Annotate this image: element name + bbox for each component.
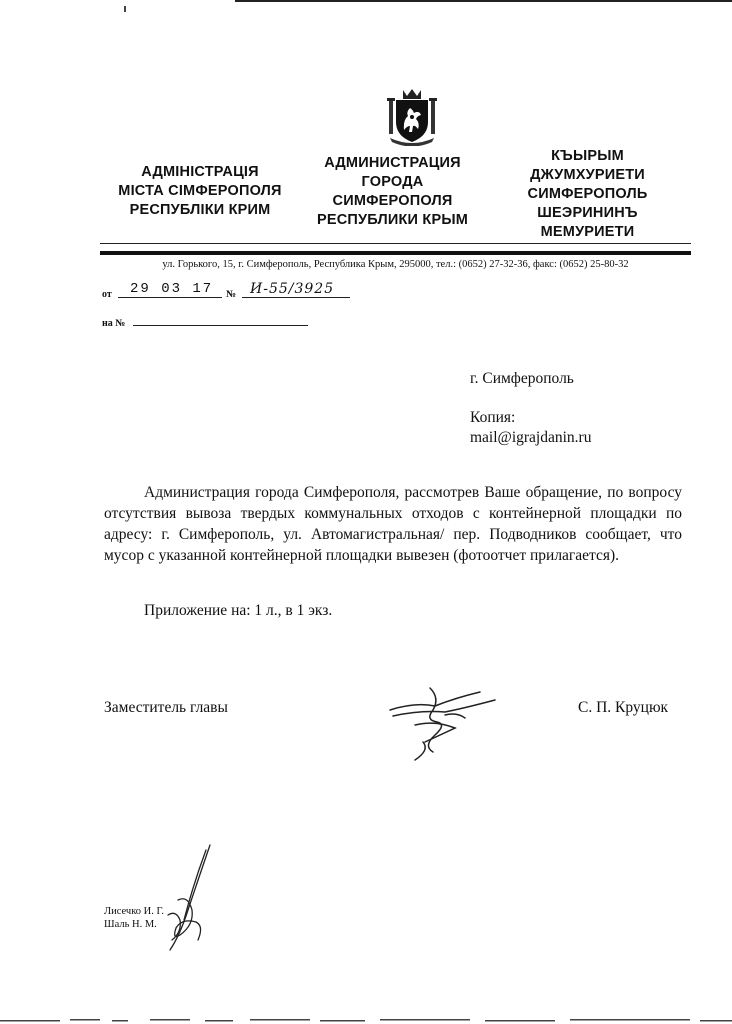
outgoing-date: 29 03 17 — [118, 281, 222, 298]
copy-email: mail@igrajdanin.ru — [470, 429, 592, 446]
header-divider-thick — [100, 251, 691, 255]
copy-label: Копия: — [470, 409, 516, 426]
header-uk-line: РЕСПУБЛІКИ КРИМ — [129, 202, 271, 218]
reply-number-line — [133, 325, 308, 326]
outgoing-number: И-55/3925 — [242, 281, 350, 298]
header-crh-line: СИМФЕРОПОЛЬ — [527, 186, 648, 202]
header-crh-line: ШЕЭРИНИНЪ — [537, 205, 638, 221]
header-ru-line: РЕСПУБЛИКИ КРЫМ — [316, 212, 468, 228]
header-ru-line: АДМИНИСТРАЦИЯ — [324, 155, 461, 171]
header-ukrainian — [100, 163, 300, 220]
scan-mark — [124, 6, 126, 12]
header-ru-line: ГОРОДА — [361, 174, 424, 190]
signer-name: С. П. Круцюк — [578, 699, 669, 716]
header-russian — [300, 154, 485, 230]
letter-body — [104, 482, 682, 566]
scan-edge-bottom — [0, 1014, 732, 1024]
crimea-coat-of-arms-icon — [386, 88, 438, 146]
number-label: № — [226, 289, 237, 300]
date-label: от — [102, 289, 112, 300]
address-line: ул. Горького, 15, г. Симферополь, Республика Крым, 295000, тел.: (0652) 27-32-36, факс: (0652) 25-80-32 — [162, 259, 629, 270]
header-crh-line: МЕМУРИЕТИ — [540, 224, 635, 240]
handwritten-initials — [158, 840, 218, 960]
header-crh-line: ДЖУМХУРИЕТИ — [530, 167, 645, 183]
recipient-city: г. Симферополь — [470, 370, 574, 387]
handwritten-signature — [385, 680, 500, 765]
header-divider-thin — [100, 243, 691, 244]
body-paragraph: Администрация города Симферополя, рассмотрев Ваше обращение, по вопросу отсутствия вывоза твердых коммунальных отходов с контейнерной площадки по адресу: г. Симферополь, ул. Автомагистральная/ пер. Подводников сообщает, что мусор с указанной контейнерной площадки вывезен (фотоотчет прилагается). — [104, 484, 682, 564]
header-crh-line: КЪЫРЫМ — [551, 148, 624, 164]
executor-name: Лисечко И. Г. — [104, 906, 164, 917]
annex-line: Приложение на: 1 л., в 1 экз. — [144, 602, 333, 619]
executor-name: Шаль Н. М. — [104, 919, 157, 930]
header-ru-line: СИМФЕРОПОЛЯ — [332, 193, 453, 209]
header-crimean-tatar — [500, 147, 675, 242]
scan-edge-top — [235, 0, 732, 2]
reply-number-label: на № — [102, 318, 126, 329]
header-uk-line: АДМІНІСТРАЦІЯ — [141, 164, 259, 180]
signer-title: Заместитель главы — [104, 699, 228, 716]
header-uk-line: МІСТА СІМФЕРОПОЛЯ — [118, 183, 282, 199]
